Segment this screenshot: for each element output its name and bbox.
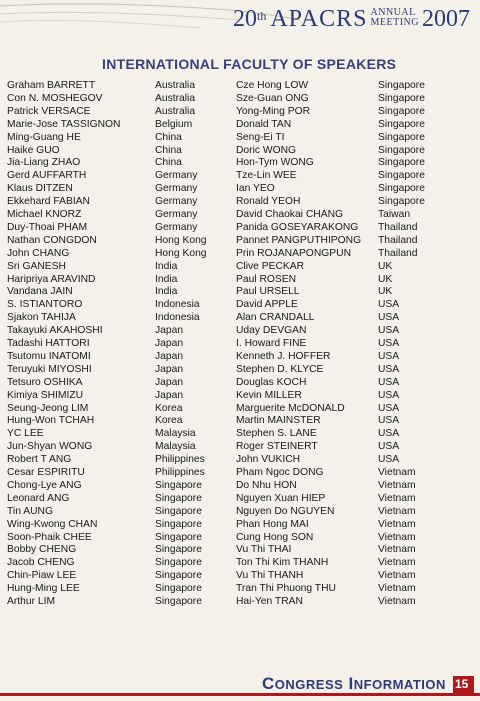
speaker-name: Gerd AUFFARTH bbox=[7, 170, 87, 182]
speaker-country: Germany bbox=[155, 209, 198, 220]
speaker-name: Hung-Won TCHAH bbox=[7, 415, 95, 427]
speaker-name: Yong-Ming POR bbox=[236, 105, 311, 117]
speaker-name: Tin AUNG bbox=[7, 505, 53, 517]
speaker-name: Donald TAN bbox=[236, 118, 292, 130]
speaker-country: Vietnam bbox=[378, 492, 416, 504]
speaker-name: Kevin MILLER bbox=[236, 389, 302, 401]
speaker-name: Sri GANESH bbox=[7, 260, 66, 272]
speaker-country: Vietnam bbox=[378, 531, 416, 543]
page-number: 15 bbox=[455, 677, 469, 691]
speaker-name: Uday DEVGAN bbox=[236, 325, 307, 337]
speaker-country: USA bbox=[378, 441, 400, 453]
speaker-country: Vietnam bbox=[378, 583, 416, 595]
speaker-name: Phan Hong MAI bbox=[236, 518, 309, 530]
speaker-name: Nathan CONGDON bbox=[7, 234, 97, 246]
speaker-country: Philippines bbox=[155, 454, 205, 466]
conference-title: 20th APACRS ANNUAL MEETING 2007 bbox=[232, 6, 470, 32]
speaker-name: Robert T ANG bbox=[7, 454, 72, 466]
speaker-name: Doric WONG bbox=[236, 144, 297, 156]
speaker-country: Germany bbox=[155, 196, 198, 208]
speaker-name: Seng-Ei TI bbox=[236, 131, 285, 143]
speaker-name: Tran Thi Phuong THU bbox=[236, 583, 336, 595]
speaker-country: Vietnam bbox=[378, 467, 416, 478]
speaker-country: Singapore bbox=[155, 531, 202, 543]
speaker-country: Singapore bbox=[155, 479, 202, 491]
speaker-name: Kimiya SHIMIZU bbox=[7, 389, 84, 401]
speaker-name: S. ISTIANTORO bbox=[7, 299, 83, 311]
speaker-name: Ton Thi Kim THANH bbox=[236, 557, 329, 569]
speaker-country: Thailand bbox=[378, 221, 418, 233]
speaker-name: Prin ROJANAPONGPUN bbox=[236, 247, 352, 259]
speaker-country: Germany bbox=[155, 183, 198, 195]
speaker-country: Singapore bbox=[155, 570, 202, 582]
speaker-country: Singapore bbox=[378, 144, 425, 156]
speaker-name: Con N. MOSHEGOV bbox=[7, 92, 103, 104]
speaker-name: Ekkehard FABIAN bbox=[7, 196, 90, 208]
speaker-name: Leonard ANG bbox=[7, 492, 70, 504]
speaker-name: John VUKICH bbox=[236, 454, 301, 466]
speaker-country: Singapore bbox=[378, 183, 425, 195]
speaker-country: UK bbox=[378, 273, 393, 285]
speaker-name: Chin-Piaw LEE bbox=[7, 570, 77, 582]
speaker-country: Vietnam bbox=[378, 518, 416, 530]
speaker-country: Hong Kong bbox=[155, 247, 207, 259]
speaker-country: Hong Kong bbox=[155, 234, 207, 246]
speaker-name: Jia-Liang ZHAO bbox=[7, 157, 81, 169]
speaker-name: Haripriya ARAVIND bbox=[7, 273, 96, 285]
speaker-name: Martin MAINSTER bbox=[236, 415, 321, 427]
speaker-name: Soon-Phaik CHEE bbox=[7, 531, 92, 543]
speaker-country: Vietnam bbox=[378, 544, 416, 556]
speaker-country: Philippines bbox=[155, 467, 205, 478]
speaker-country: USA bbox=[378, 299, 400, 311]
speaker-name: Klaus DITZEN bbox=[7, 183, 73, 195]
speaker-name: Chong-Lye ANG bbox=[7, 479, 82, 491]
speaker-name: Sze-Guan ONG bbox=[236, 92, 309, 104]
speaker-country: Japan bbox=[155, 376, 184, 388]
speaker-name: Paul URSELL bbox=[236, 286, 300, 298]
speaker-country: Singapore bbox=[378, 131, 425, 143]
speaker-country: Singapore bbox=[155, 583, 202, 595]
speaker-name: Marguerite McDONALD bbox=[236, 402, 345, 414]
speaker-name: Nguyen Do NGUYEN bbox=[236, 505, 335, 517]
speaker-name: Cze Hong LOW bbox=[236, 80, 309, 91]
speaker-name: Kenneth J. HOFFER bbox=[236, 350, 331, 362]
speaker-country: Japan bbox=[155, 363, 184, 375]
speaker-country: India bbox=[155, 260, 178, 272]
speaker-country: Korea bbox=[155, 402, 183, 414]
speaker-name: Hung-Ming LEE bbox=[7, 583, 80, 595]
speaker-country: Singapore bbox=[155, 492, 202, 504]
speaker-name: Nguyen Xuan HIEP bbox=[236, 492, 326, 504]
speaker-name: Arthur LIM bbox=[7, 596, 56, 607]
speaker-country: Belgium bbox=[155, 118, 193, 130]
speaker-country: China bbox=[155, 131, 182, 143]
speaker-country: Singapore bbox=[155, 518, 202, 530]
speaker-name: Sjakon TAHIJA bbox=[7, 312, 76, 324]
speaker-name: Hon-Tym WONG bbox=[236, 157, 314, 169]
speaker-country: Singapore bbox=[155, 596, 202, 607]
speaker-country: USA bbox=[378, 338, 400, 349]
speaker-name: Vu Thi THANH bbox=[236, 570, 304, 582]
speaker-name: Takayuki AKAHOSHI bbox=[7, 325, 103, 337]
speaker-name: David APPLE bbox=[236, 299, 298, 311]
speaker-name: Haike GUO bbox=[7, 144, 60, 156]
speaker-country: Malaysia bbox=[155, 441, 196, 453]
speaker-name: Ronald YEOH bbox=[236, 196, 301, 208]
speaker-country: Korea bbox=[155, 415, 183, 427]
speaker-name: Vandana JAIN bbox=[7, 286, 73, 298]
speaker-name: Tze-Lin WEE bbox=[236, 170, 297, 182]
speaker-name: Roger STEINERT bbox=[236, 441, 318, 453]
speaker-name: Patrick VERSACE bbox=[7, 105, 91, 117]
speaker-name: Stephen S. LANE bbox=[236, 428, 317, 440]
speaker-name: I. Howard FINE bbox=[236, 338, 307, 349]
speaker-name: Duy-Thoai PHAM bbox=[7, 221, 88, 233]
speaker-name: Ian YEO bbox=[236, 183, 275, 195]
speaker-name: Pham Ngoc DONG bbox=[236, 467, 324, 478]
speaker-country: Japan bbox=[155, 389, 184, 401]
speaker-name: Marie-Jose TASSIGNON bbox=[7, 118, 121, 130]
speaker-name: Paul ROSEN bbox=[236, 273, 297, 285]
speaker-name: Michael KNORZ bbox=[7, 209, 82, 220]
section-title: CONGRESS INFORMATION bbox=[262, 674, 446, 693]
speaker-country: China bbox=[155, 157, 182, 169]
speaker-country: USA bbox=[378, 389, 400, 401]
speaker-country: Taiwan bbox=[378, 209, 411, 220]
speaker-country: USA bbox=[378, 428, 400, 440]
speaker-country: Japan bbox=[155, 338, 184, 349]
speaker-country: UK bbox=[378, 260, 393, 272]
speaker-country: Indonesia bbox=[155, 312, 200, 324]
speaker-country: Japan bbox=[155, 350, 184, 362]
page-heading: INTERNATIONAL FACULTY OF SPEAKERS bbox=[102, 56, 397, 72]
speaker-country: USA bbox=[378, 415, 400, 427]
speaker-country: Vietnam bbox=[378, 479, 416, 491]
speaker-country: USA bbox=[378, 376, 400, 388]
speaker-country: Singapore bbox=[378, 196, 425, 208]
speaker-name: Jun-Shyan WONG bbox=[7, 441, 93, 453]
speaker-name: Tsutomu INATOMI bbox=[7, 350, 91, 362]
speaker-country: Germany bbox=[155, 221, 198, 233]
speaker-name: Cesar ESPIRITU bbox=[7, 467, 85, 478]
speaker-country: USA bbox=[378, 402, 400, 414]
speaker-country: Thailand bbox=[378, 234, 418, 246]
speaker-name: Tetsuro OSHIKA bbox=[7, 376, 83, 388]
speaker-name: Graham BARRETT bbox=[7, 80, 96, 91]
speaker-name: Bobby CHENG bbox=[7, 544, 77, 556]
speaker-name: Cung Hong SON bbox=[236, 531, 314, 543]
speaker-country: Australia bbox=[155, 80, 196, 91]
speaker-country: Vietnam bbox=[378, 557, 416, 569]
speaker-country: Australia bbox=[155, 105, 196, 117]
speaker-country: India bbox=[155, 286, 178, 298]
speaker-name: Clive PECKAR bbox=[236, 260, 305, 272]
speaker-name: David Chaokai CHANG bbox=[236, 209, 344, 220]
speaker-country: Malaysia bbox=[155, 428, 196, 440]
footer bbox=[0, 670, 480, 701]
speaker-country: Singapore bbox=[155, 505, 202, 517]
speaker-country: Singapore bbox=[155, 557, 202, 569]
speaker-country: USA bbox=[378, 363, 400, 375]
speaker-name: Vu Thi THAI bbox=[236, 544, 292, 556]
speaker-country: Japan bbox=[155, 325, 184, 337]
speaker-name: Ming-Guang HE bbox=[7, 131, 81, 143]
speaker-country: USA bbox=[378, 454, 400, 466]
speaker-country: Vietnam bbox=[378, 570, 416, 582]
speaker-country: Indonesia bbox=[155, 299, 200, 311]
speaker-name: John CHANG bbox=[7, 247, 70, 259]
speaker-country: Germany bbox=[155, 170, 198, 182]
top-header bbox=[0, 0, 480, 40]
speaker-country: Singapore bbox=[378, 118, 425, 130]
speaker-country: China bbox=[155, 144, 182, 156]
speaker-name: Seung-Jeong LIM bbox=[7, 402, 89, 414]
speaker-country: Singapore bbox=[155, 544, 202, 556]
speaker-name: Hai-Yen TRAN bbox=[236, 596, 303, 607]
speaker-country: Thailand bbox=[378, 247, 418, 259]
speaker-country: Singapore bbox=[378, 170, 425, 182]
speaker-country: Australia bbox=[155, 92, 196, 104]
speaker-country: Singapore bbox=[378, 92, 425, 104]
speaker-country: USA bbox=[378, 312, 400, 324]
speaker-country: Vietnam bbox=[378, 505, 416, 517]
speaker-name: Pannet PANGPUTHIPONG bbox=[236, 234, 362, 246]
speaker-name: Tadashi HATTORI bbox=[7, 338, 90, 349]
speaker-country: Vietnam bbox=[378, 596, 416, 607]
speaker-name: Douglas KOCH bbox=[236, 376, 307, 388]
speaker-country: Singapore bbox=[378, 105, 425, 117]
speaker-name: Panida GOSEYARAKONG bbox=[236, 221, 359, 233]
speaker-name: Teruyuki MIYOSHI bbox=[7, 363, 92, 375]
speaker-country: India bbox=[155, 273, 178, 285]
speaker-name: Alan CRANDALL bbox=[236, 312, 315, 324]
speaker-country: UK bbox=[378, 286, 393, 298]
speaker-name: Wing-Kwong CHAN bbox=[7, 518, 98, 530]
speaker-country: Singapore bbox=[378, 157, 425, 169]
speaker-name: Do Nhu HON bbox=[236, 479, 297, 491]
speaker-name: Stephen D. KLYCE bbox=[236, 363, 324, 375]
speaker-name: YC LEE bbox=[7, 428, 44, 440]
speaker-name: Jacob CHENG bbox=[7, 557, 75, 569]
speaker-country: Singapore bbox=[378, 80, 425, 91]
speaker-country: USA bbox=[378, 350, 400, 362]
speaker-country: USA bbox=[378, 325, 400, 337]
